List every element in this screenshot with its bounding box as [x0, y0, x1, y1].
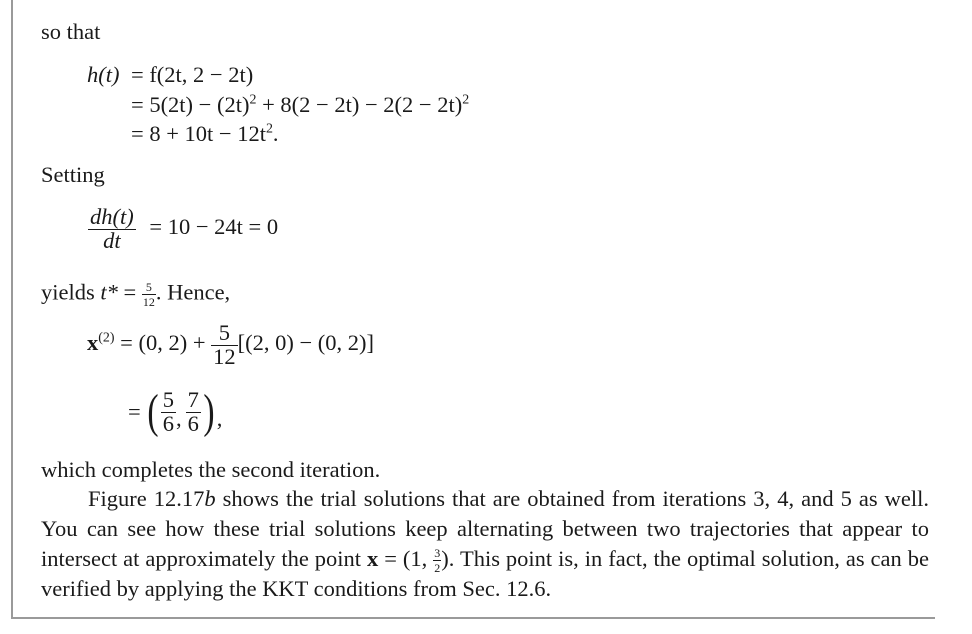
intro-text: so that — [41, 19, 101, 44]
h-line-2: = $5(2t) - (2t)^2 + 8(2 - 2t) - 2(2 - 2t)^2$ — [131, 92, 470, 117]
step-fraction: $\frac{5}{12}$ — [213, 320, 236, 369]
derivative-fraction: $\frac{dh(t)}{dt}$ — [90, 204, 134, 253]
derivative-equation — [88, 206, 278, 252]
yields-line: yields t* = $\frac{5}{12}$ . Hence, — [41, 279, 231, 309]
setting-text: Setting — [41, 162, 105, 187]
h-line-1: = f(2t, 2 − 2t) — [131, 62, 254, 87]
result-fraction-1: $\frac{5}{6}$ — [162, 387, 174, 436]
closing-paragraph: Figure 12.17b shows the trial solutions that are obtained from iterations 3, 4, and 5 as well. You can see how these trial solutions keep alternating between two trajectories that appear to intersect at approximately the point x = (1, $\frac{3}{2}$ ). This point is, in fact, the optimal solution, as can be verified by applying the KKT conditions from Sec. 12.6. — [41, 486, 930, 602]
point-fraction: $\frac{3}{2}$ — [434, 546, 441, 576]
h-line-3: = $8 + 10t - 12t^2$. — [131, 121, 279, 146]
derivative-rhs: = 10 − 24t = 0 — [149, 214, 279, 240]
result-fraction-2: $\frac{7}{6}$ — [187, 387, 199, 436]
x2-equation: $x^{(2)} = (0$, 2) + $\frac{5}{12}$ [(2, 0) − (0, 2)] — [87, 320, 375, 369]
h-lhs: h(t) — [87, 62, 120, 87]
x2-result: = ( $\frac{5}{6}$ , $\frac{7}{6}$ ) , — [128, 385, 223, 438]
completion-text: which completes the second iteration. — [41, 457, 381, 482]
tstar-fraction: $\frac{5}{12}$ — [142, 280, 155, 309]
